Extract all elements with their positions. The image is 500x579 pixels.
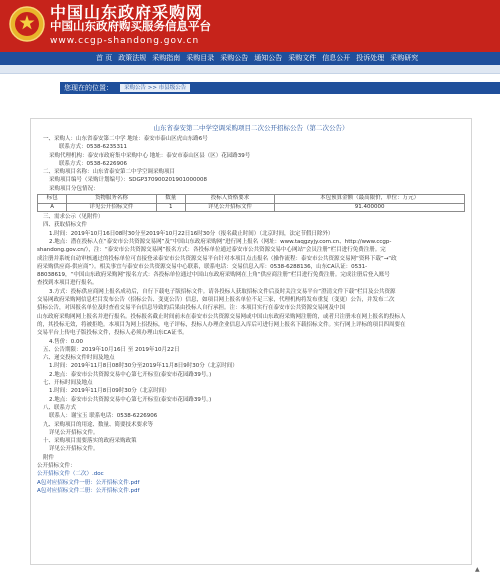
notice-line: 1.时间：2019年10月16日08时30分至2019年10月22日16时30分（报名截止时间）（北京时间，法定节假日除外）	[49, 230, 334, 237]
notice-line: 2.地点：泰安市公共资源交易中心第七开标室(泰安市花园路39号。)	[49, 371, 212, 378]
table-header-cell: 投标人资格要求	[185, 195, 274, 204]
attachment-link[interactable]: A包对应招标文件二册：公开招标文件.pdf	[37, 487, 140, 494]
notice-line: 十、采购项目需要落实的政府采购政策	[43, 438, 137, 445]
notice-line: 五、公告期限：2019年10月16日 至 2019年10月22日	[43, 346, 180, 353]
breadcrumb-announcements[interactable]: 采购公告	[124, 85, 147, 91]
table-cell: 详见公开招标文件	[67, 203, 156, 212]
breadcrumb-separator: >>	[147, 85, 157, 91]
attachment-link[interactable]: 公开招标文件（二次）.doc	[37, 471, 104, 478]
notice-line: 1.时间：2019年11月8日08时30分至2019年11月8日9时30分（北京时间）	[49, 363, 238, 370]
notice-line: 4.售价：0.00	[49, 338, 83, 345]
nav-item[interactable]: 通知公告	[254, 54, 283, 62]
notice-line: 成注册并系统自动审核通过的投标单位可直接登录泰安市公共资源交易平台针对本项目点击报名（操作流程：泰安市公共资源交易网“资料下载”→“政	[37, 255, 397, 262]
nav-item[interactable]: 采购指南	[152, 54, 181, 62]
breadcrumb-county-notices[interactable]: 市县级公告	[158, 85, 187, 91]
site-subtitle: 中国山东政府购买服务信息平台	[50, 19, 211, 33]
nav-item[interactable]: 首 页	[96, 54, 113, 62]
nav-items	[96, 52, 418, 65]
notice-line: 九、采购项目的用途、数量、简要技术要求等	[43, 421, 154, 428]
notice-line: 3.方式：投标供应商网上报名成功后，自行下载电子版招标文件。请各投标人获取招标文件后及时关注交易平台“澄清文件下载”栏目及公共资源	[49, 288, 396, 295]
notice-body	[37, 135, 465, 495]
table-cell: 1	[156, 203, 185, 212]
location-bar	[60, 82, 500, 94]
notice-line: 采购代理机构：泰安市政府集中采购中心 地址：泰安市泰山区县（区）花园路39号	[49, 152, 251, 159]
table-cell: 91.400000	[275, 203, 465, 212]
table-row	[38, 203, 465, 212]
notice-line: 二、采购项目名称：山东省泰安第二中学空调采购项目	[43, 169, 176, 176]
notice-body-top	[37, 135, 465, 193]
notice-line: 详见公开招标文件。	[49, 429, 99, 436]
notice-line: 附件	[43, 454, 55, 461]
nav-item[interactable]: 采购文件	[288, 54, 317, 62]
lot-table-header	[38, 195, 465, 204]
scroll-top-icon[interactable]: ▲	[475, 566, 480, 573]
notice-line: 招标公告，对因报名单位及时查看交易平台信息导致的后果由投标人自行承担。注：本项目实行在泰安市公共资源交易网及中国	[37, 305, 346, 312]
notice-line: 交易平台上传电子版投标文件，投标人必须办理山东CA证书。	[37, 330, 188, 337]
notice-body-bottom	[37, 213, 465, 495]
notice-line: 山东政府采购网网上报名并进行报名。投标报名截止时间前未在泰安市公共资源交易网或中国山东政府采购网注册的，或者只注册未在网上报名的投标人	[37, 313, 406, 320]
nav-item[interactable]: 采购目录	[186, 54, 215, 62]
notice-line: 详见公开招标文件。	[49, 446, 99, 453]
notice-line: 采购项目编号（采购计划编号）：SDGP370900201901000008	[49, 177, 208, 184]
nav-item[interactable]: 采购研究	[390, 54, 419, 62]
site-name: 中国山东政府采购网	[50, 3, 204, 22]
notice-title: 山东省泰安第二中学空调采购项目二次公开招标公告（第二次公告）	[153, 124, 349, 132]
notice-line: 2.地点：泰安市公共资源交易中心第七开标室(泰安市花园路39号。)	[49, 396, 212, 403]
notice-line: 公开招标文件：	[37, 462, 76, 469]
notice-line: 联系方式：0538-6226906	[59, 160, 127, 167]
notice-line: 采购项目分包情况：	[49, 185, 99, 192]
notice-line: 查找到本项目进行报名。	[37, 280, 98, 287]
national-emblem-icon	[9, 6, 45, 42]
notice-line: 联系人：谢宝玉 联系电话：0538-6226906	[49, 413, 158, 420]
notice-panel	[30, 118, 472, 565]
breadcrumb	[120, 84, 190, 92]
table-cell: 详见公开招标文件	[185, 203, 274, 212]
table-cell: A	[38, 203, 67, 212]
main-nav	[0, 52, 500, 65]
notice-line: 88038619，“中国山东政府采购网”报名方式：各投标单位通过中国山东政府采购网在上角“供应商注册”栏目进行免费注册。完成注册后登入账号	[37, 272, 390, 279]
nav-item[interactable]: 政策法规	[118, 54, 147, 62]
notice-line: 交易网政府采购网信息栏目发布公告（招标公告、变更公告）信息，如项目网上报名单位不足三家，代理机构将发布重复（变更）公告，并发布二次	[37, 297, 395, 304]
nav-item[interactable]: 采购公告	[220, 54, 249, 62]
notice-line: 1.时间：2019年11月8日09时30分（北京时间）	[49, 388, 170, 395]
lot-table-body	[38, 203, 465, 212]
notice-line: 联系方式：0538-6235311	[59, 144, 127, 151]
notice-line: 七、开标时间及地点	[43, 380, 93, 387]
notice-line: 的，其投标无效，将被拒绝。本项目为网上招投标，电子评标，投标人办理企业信息入库后可进行网上报名下载招标文件。实行网上评标的项目四周要在	[37, 321, 406, 328]
notice-line: 四、获取招标文件	[43, 222, 88, 229]
table-header-cell: 数量	[156, 195, 185, 204]
notice-line: 三、需求公示（见附件）	[43, 214, 104, 221]
lot-table	[37, 194, 465, 212]
notice-line: 六、递交投标文件时间及地点	[43, 355, 115, 362]
notice-line: 八、联系方式	[43, 404, 77, 411]
attachment-link[interactable]: A包对应招标文件一册：公开招标文件.pdf	[37, 479, 140, 486]
notice-line: shandong.gov.cn/），注：“泰安市公共资源交易网”报名方式：各投标单位通过泰安市公共资源交易中心网站“会员注册”栏目进行免费注册。完	[37, 247, 386, 254]
site-url: www.ccgp-shandong.gov.cn	[50, 36, 200, 46]
site-banner	[0, 0, 500, 52]
table-header-cell: 货物服务名称	[67, 195, 156, 204]
table-header-cell: 本包预算金额（最高限价，单位：万元）	[275, 195, 465, 204]
nav-item[interactable]: 投诉处理	[356, 54, 385, 62]
notice-line: 2.地点：潜在投标人在“泰安市公共资源交易网”及“中国山东政府采购网”进行网上报名（网址：www.taqgzyjy.com.cn、http://www.ccgp-	[49, 238, 392, 245]
table-header-cell: 标包	[38, 195, 67, 204]
nav-item[interactable]: 信息公开	[322, 54, 351, 62]
notice-line: 一、采购人：山东省泰安第二中学 地址：泰安市泰山区虎山东路6号	[43, 136, 208, 142]
notice-line: 府采购供应商-供应商”）。相关事宜与泰安市公共资源交易中心联系，联系电话：交易信息入库：0538-6288136，山东CA认证：0531-	[37, 263, 368, 270]
location-label: 您现在的位置：	[64, 84, 113, 92]
sub-nav-strip	[0, 65, 500, 74]
